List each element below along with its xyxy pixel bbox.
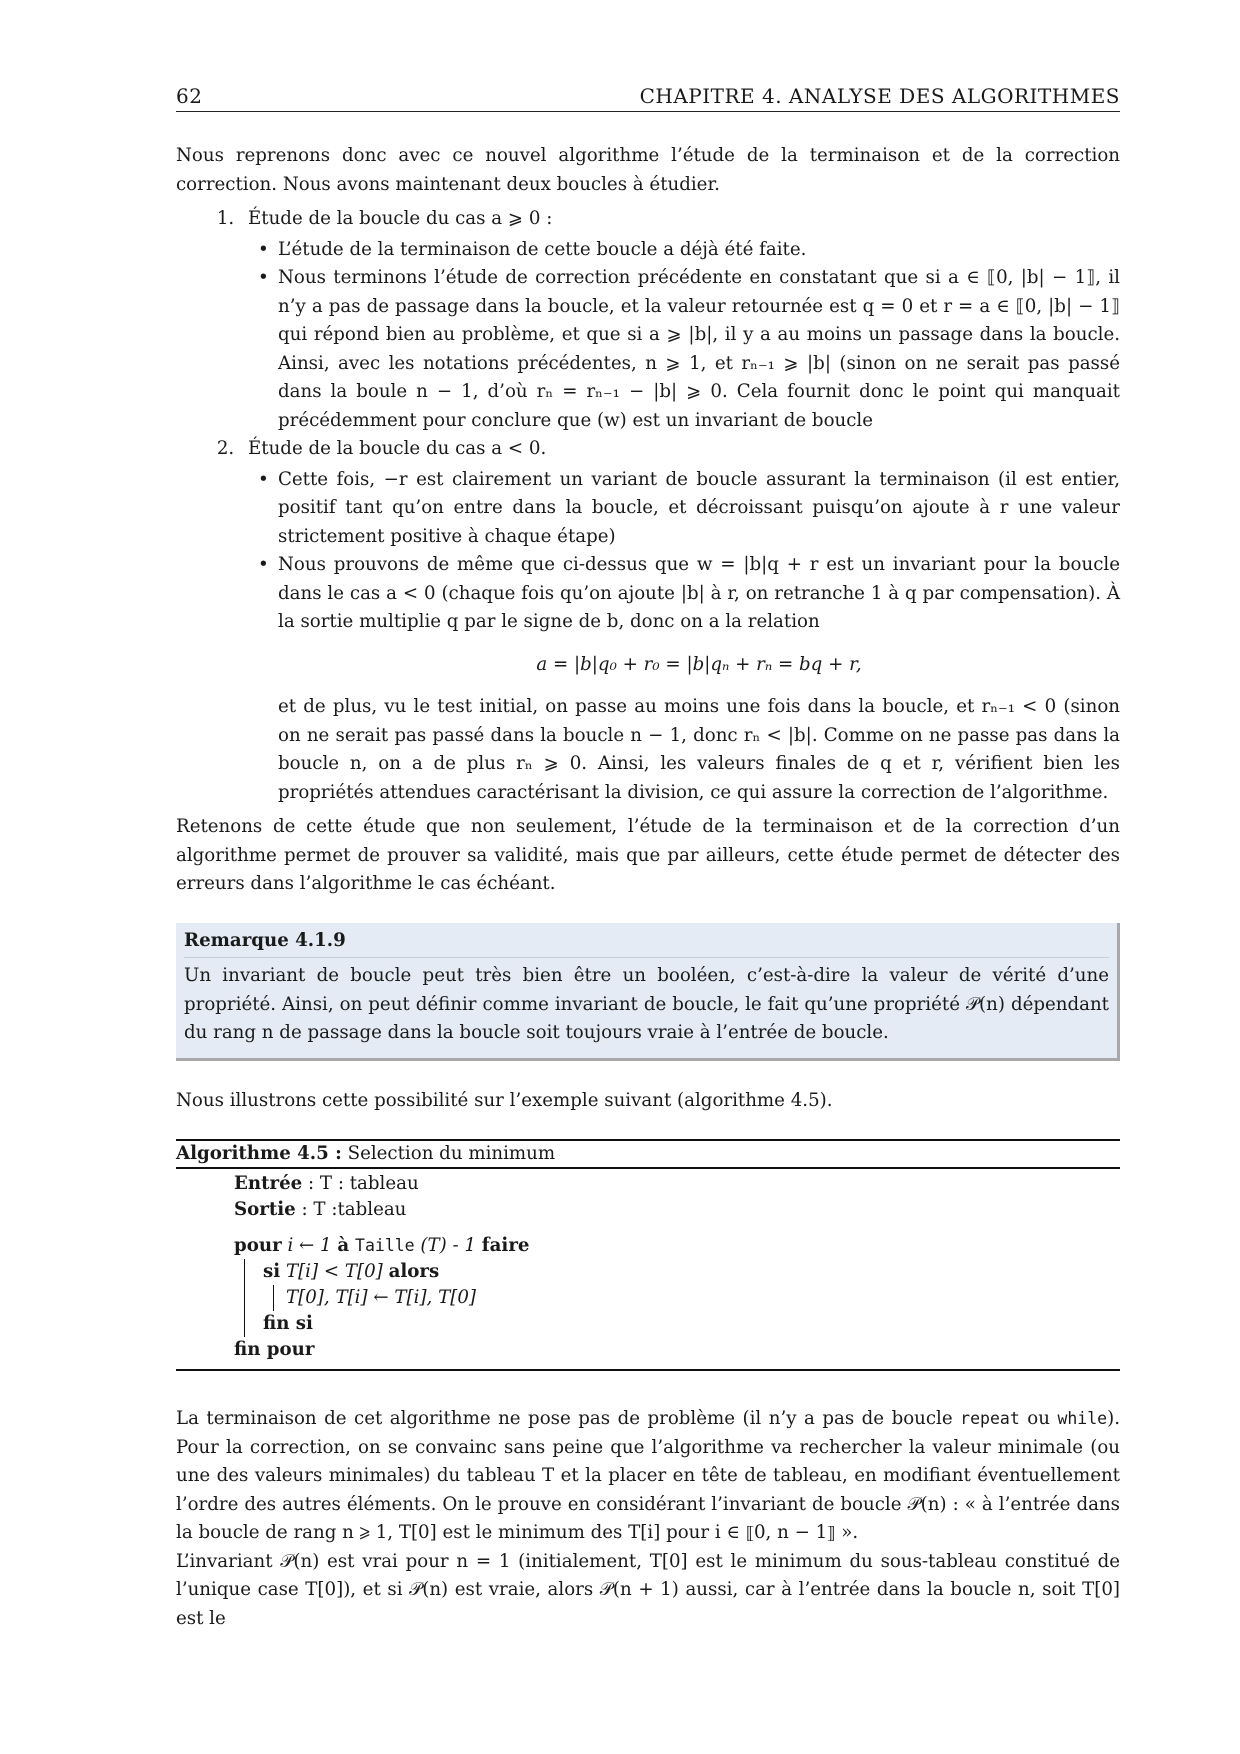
- bullet-item: • Nous terminons l’étude de correction précédente en constatant que si a ∈ ⟦0, |b| − 1⟧, il n’y a pas de passage dans la boucle, et la valeur retournée est q = 0 et r = a ∈ ⟦0, |b| − 1⟧ qui répond bien au problème, et que si a ⩾ |b|, il y a au moins un passage dans la boucle. Ainsi, avec les notations précédentes, n ⩾ 1, et rₙ₋₁ ⩾ |b| (sinon on ne serait pas passé dans la boule n − 1, d’où rₙ = rₙ₋₁ − |b| ⩾ 0. Cela fournit donc le point qui manquait précédemment pour conclure que (w) est un invariant de boucle: [278, 264, 1120, 435]
- bullet-list: [248, 466, 1120, 808]
- list-item: [240, 435, 1120, 807]
- list-item: [240, 205, 1120, 435]
- algorithm-title: Selection du minimum: [347, 1143, 556, 1164]
- case-list: [176, 205, 1120, 807]
- illustration-paragraph: Nous illustrons cette possibilité sur l’exemple suivant (algorithme 4.5).: [176, 1089, 833, 1111]
- case-heading: Étude de la boucle du cas a < 0.: [248, 438, 547, 459]
- swap-statement: T[0], T[i] ← T[i], T[0]: [286, 1287, 476, 1308]
- algorithm-label: Algorithme 4.5 :: [176, 1143, 342, 1164]
- invariant-paragraph: L’invariant 𝒫(n) est vrai pour n = 1 (initialement, T[0] est le minimum du sous-tableau constitué de l’unique case T[0]), et si 𝒫(n) est vraie, alors 𝒫(n + 1) aussi, car à l’entrée dans la boucle n, soit T[0] est le: [176, 1550, 1120, 1629]
- conclusion-paragraph: Retenons de cette étude que non seulement, l’étude de la terminaison et de la correction d’un algorithme permet de prouver sa validité, mais que par ailleurs, cette étude permet de détecter des erreurs dans l’algorithme le cas échéant.: [176, 816, 1120, 894]
- end-if: fin si: [263, 1313, 313, 1334]
- body-text: [176, 142, 1120, 1633]
- if-block: [273, 1285, 1120, 1311]
- bullet-text: Nous prouvons de même que ci-dessus que w = |b|q + r est un invariant pour la boucle dans le cas a < 0 (chaque fois qu’on ajoute |b| à r, on retranche 1 à q par compensation). À la sortie multiplie q par le signe de b, donc on a la relation: [278, 554, 1120, 632]
- algorithm-body: [176, 1169, 1120, 1369]
- bullet-item: • Cette fois, −r est clairement un variant de boucle assurant la terminaison (il est entier, positif tant qu’on entre dans la boucle, et décroissant puisqu’on ajoute à r une valeur strictement positive à chaque étape): [278, 466, 1120, 552]
- for-block: [244, 1259, 1120, 1337]
- display-equation: a = |b|q₀ + r₀ = |b|qₙ + rₙ = bq + r,: [536, 653, 862, 675]
- algorithm-input: Entrée : T : tableau: [234, 1173, 419, 1194]
- if-line: si T[i] < T[0] alors: [263, 1261, 440, 1282]
- intro-paragraph: Nous reprenons donc avec ce nouvel algorithme l’étude de la terminaison et de la correction correction. Nous avons maintenant deux boucles à étudier.: [176, 145, 1120, 195]
- bullet-list: [248, 236, 1120, 436]
- for-line: pour i ← 1 à Taille (T) - 1 faire: [234, 1235, 530, 1256]
- remark-body: Un invariant de boucle peut très bien être un booléen, c’est-à-dire la valeur de vérité d’une propriété. Ainsi, on peut définir comme invariant de boucle, le fait qu’une propriété 𝒫(n) dépendant du rang n de passage dans la boucle soit toujours vraie à l’entrée de boucle.: [184, 965, 1109, 1043]
- remark-title: Remarque 4.1.9: [184, 927, 1109, 959]
- keyword-repeat: repeat: [960, 1409, 1020, 1428]
- keyword-while: while: [1057, 1409, 1108, 1428]
- bullet-text-continued: et de plus, vu le test initial, on passe au moins une fois dans la boucle, et rₙ₋₁ < 0 (sinon on ne serait pas passé dans la boucle n − 1, donc rₙ < |b|. Comme on ne passe pas dans la boucle n, on a de plus rₙ ⩾ 0. Ainsi, les valeurs finales de q et r, vérifient bien les propriétés attendues caractérisant la division, ce qui assure la correction de l’algorithme.: [278, 696, 1120, 803]
- page-header: [176, 84, 1120, 112]
- algorithm-output: Sortie : T :tableau: [234, 1199, 407, 1220]
- chapter-title: CHAPITRE 4. ANALYSE DES ALGORITHMES: [639, 84, 1120, 108]
- bullet-item: • L’étude de la terminaison de cette boucle a déjà été faite.: [278, 236, 1120, 265]
- algorithm-caption: [176, 1141, 1120, 1169]
- termination-paragraph: La terminaison de cet algorithme ne pose pas de problème (il n’y a pas de boucle repeat ou while). Pour la correction, on se convainc sans peine que l’algorithme va rechercher la valeur minimale (ou une des valeurs minimales) du tableau T et la placer en tête de tableau, en modifiant éventuellement l’ordre des autres éléments. On le prouve en considérant l’invariant de boucle 𝒫(n) : « à l’entrée dans la boucle de rang n ⩾ 1, T[0] est le minimum des T[i] pour i ∈ ⟦0, n − 1⟧ ».: [176, 1408, 1120, 1543]
- page: [176, 84, 1120, 1633]
- page-number: 62: [176, 84, 203, 108]
- end-for: fin pour: [234, 1339, 315, 1360]
- algorithm-block: [176, 1139, 1120, 1371]
- case-heading: Étude de la boucle du cas a ⩾ 0 :: [248, 208, 553, 229]
- remark-box: [176, 923, 1120, 1061]
- bullet-item: [278, 551, 1120, 807]
